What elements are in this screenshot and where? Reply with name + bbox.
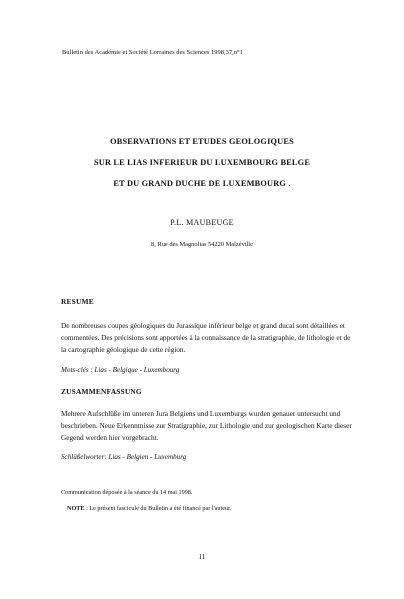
author-name: P.L. MAUBEUGE	[170, 218, 234, 227]
author-address: 8, Rue des Magnolias 54220 Malzéville	[151, 241, 253, 248]
title-line-2: SUR LE LIAS INFERIEUR DU LUXEMBOURG BELGE	[93, 158, 311, 167]
resume-heading: RESUME	[61, 297, 94, 306]
communication-note: Communication déposée à la séance du 14 mai 1998.	[61, 489, 193, 496]
zusammenfassung-keywords: Schlüßelworter: Lias - Belgien - Luxemburg	[61, 453, 187, 461]
resume-text: De nombreuses coupes géologiques du Jurassique inférieur belge et grand ducal sont détaillées et commentées. Des précisions sont apportées à la connaissance de la stratigraphie, de lithologie et de la cartographie géologique de cette région.	[61, 321, 351, 354]
page-number: 11	[198, 553, 206, 561]
note-label: NOTE	[67, 505, 85, 512]
journal-reference: Bulletin des Académie et Société Lorraines des Sciences 1998,37,n°1	[62, 49, 243, 56]
financing-note	[67, 505, 231, 512]
resume-keywords: Mots-clés : Lias - Belgique - Luxembourg	[61, 366, 180, 374]
title-line-1: OBSERVATIONS ET ETUDES GEOLOGIQUES	[110, 137, 294, 146]
zusammenfassung-text: Mehrere Aufschlüße im unteren Jura Belgiens und Luxemburgs wurden genauer untersucht und beschrieben. Neue Erkenntnisse zur Stratigraphie, zur Lithologie und zur geologischen Karte dieser Gegend werden hier vorgebracht.	[61, 409, 352, 442]
zusammenfassung-heading: ZUSAMMENFASSUNG	[61, 387, 142, 396]
title-line-3: ET DU GRAND DUCHE DE LUXEMBOURG .	[113, 179, 291, 188]
note-text: : Le présent fascicule du Bulletin a été financé par l'auteur.	[84, 505, 232, 512]
